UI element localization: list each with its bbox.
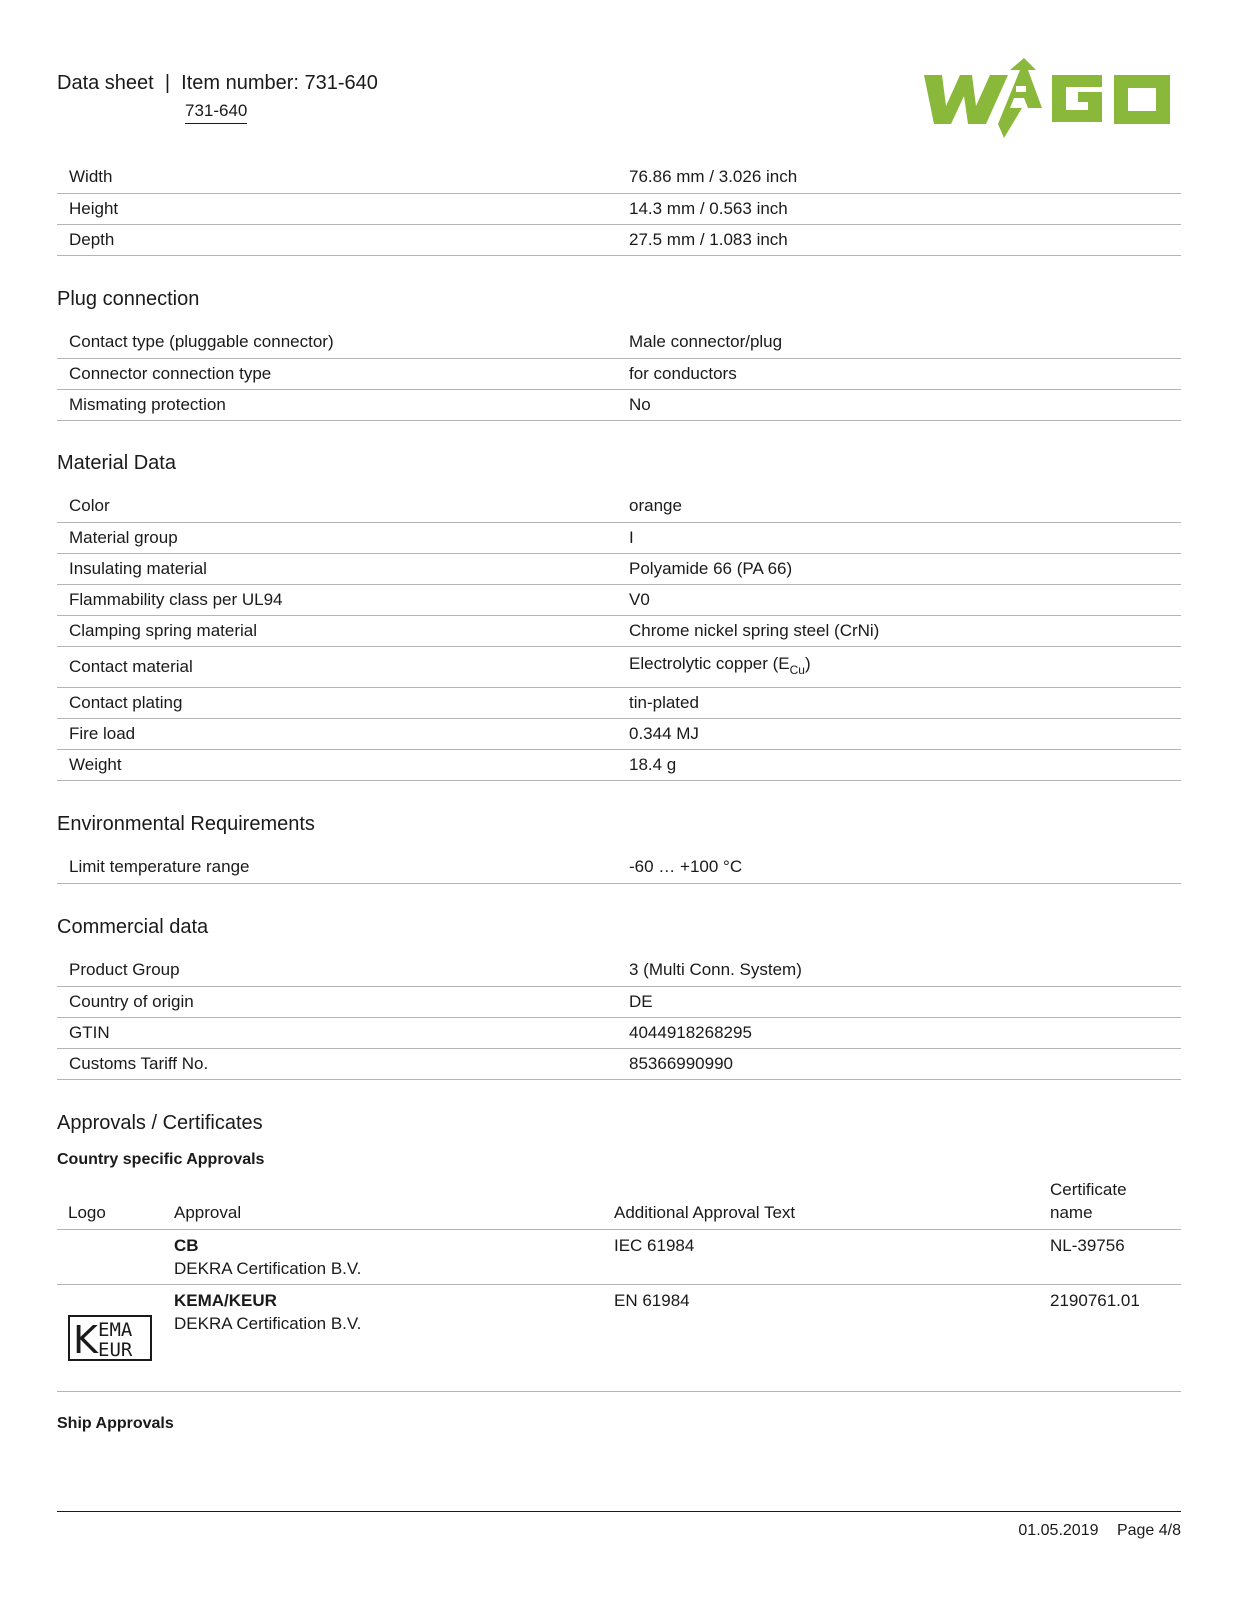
- footer-page: Page 4/8: [1116, 1522, 1181, 1539]
- commercial-table: [57, 955, 1181, 1080]
- table-row: Width 76.86 mm / 3.026 inch: [57, 162, 1181, 193]
- table-row: Contact type (pluggable connector) Male connector/plug: [57, 327, 1181, 358]
- wago-logo: [924, 58, 1174, 142]
- approval-additional: IEC 61984: [614, 1236, 695, 1255]
- country-approvals-title: Country specific Approvals: [57, 1151, 265, 1168]
- material-data-title: Material Data: [57, 452, 176, 474]
- approval-additional: EN 61984: [614, 1291, 690, 1310]
- dimensions-table: [57, 162, 1181, 256]
- table-row: Weight 18.4 g: [57, 749, 1181, 780]
- table-row: Color orange: [57, 491, 1181, 522]
- table-row: [57, 1230, 1181, 1285]
- footer-divider: [57, 1511, 1181, 1512]
- environmental-table: [57, 852, 1181, 884]
- approval-cert: 2190761.01: [1050, 1291, 1140, 1310]
- table-row: Material group I: [57, 522, 1181, 553]
- table-row: Height 14.3 mm / 0.563 inch: [57, 193, 1181, 224]
- table-row: Mismating protection No: [57, 389, 1181, 420]
- svg-text:EUR: EUR: [98, 1339, 133, 1361]
- footer: [1004, 1522, 1181, 1540]
- table-row: GTIN 4044918268295: [57, 1017, 1181, 1048]
- table-row: Limit temperature range -60 … +100 °C: [57, 852, 1181, 883]
- approval-name: KEMA/KEUR: [174, 1291, 277, 1310]
- approval-body: DEKRA Certification B.V.: [174, 1314, 362, 1333]
- table-row: Connector connection type for conductors: [57, 358, 1181, 389]
- ship-approvals-title: Ship Approvals: [57, 1415, 174, 1432]
- table-row: Clamping spring material Chrome nickel spring steel (CrNi): [57, 615, 1181, 646]
- table-row: Country of origin DE: [57, 986, 1181, 1017]
- table-row: Contact material Electrolytic copper $(E_{Cu})$: [57, 646, 1181, 687]
- kema-keur-logo: [68, 1315, 152, 1361]
- svg-text:EMA: EMA: [98, 1319, 133, 1341]
- table-row: Customs Tariff No. 85366990990: [57, 1048, 1181, 1079]
- datasheet-page: [57, 0, 1181, 1600]
- header-cert-line2: name: [1050, 1203, 1093, 1222]
- plug-connection-title: Plug connection: [57, 288, 200, 310]
- commercial-title: Commercial data: [57, 916, 209, 938]
- table-row: Contact plating tin-plated: [57, 687, 1181, 718]
- page-title: Data sheet | Item number: 731-640: [57, 72, 378, 94]
- table-row: Depth 27.5 mm / 1.083 inch: [57, 224, 1181, 255]
- environmental-title: Environmental Requirements: [57, 813, 315, 835]
- svg-text:K: K: [73, 1318, 98, 1361]
- plug-connection-table: [57, 327, 1181, 421]
- header-logo: Logo: [68, 1203, 106, 1222]
- header-cert-line1: Certificate: [1050, 1180, 1127, 1199]
- table-row: Insulating material Polyamide 66 (PA 66): [57, 553, 1181, 584]
- table-row: Flammability class per UL94 V0: [57, 584, 1181, 615]
- approval-body: DEKRA Certification B.V.: [174, 1259, 362, 1278]
- item-number-link[interactable]: 731-640: [185, 101, 247, 124]
- approval-name: CB: [174, 1236, 199, 1255]
- approvals-header-row: [57, 1176, 1181, 1230]
- table-row: Product Group 3 (Multi Conn. System): [57, 955, 1181, 986]
- footer-date: 01.05.2019: [1018, 1522, 1099, 1539]
- table-row: Fire load 0.344 MJ: [57, 718, 1181, 749]
- approvals-title: Approvals / Certificates: [57, 1112, 263, 1134]
- header-additional: Additional Approval Text: [614, 1203, 796, 1222]
- table-row: [57, 1285, 1181, 1392]
- approval-cert: NL-39756: [1050, 1236, 1125, 1255]
- header-approval: Approval: [174, 1203, 242, 1222]
- material-data-table: [57, 491, 1181, 781]
